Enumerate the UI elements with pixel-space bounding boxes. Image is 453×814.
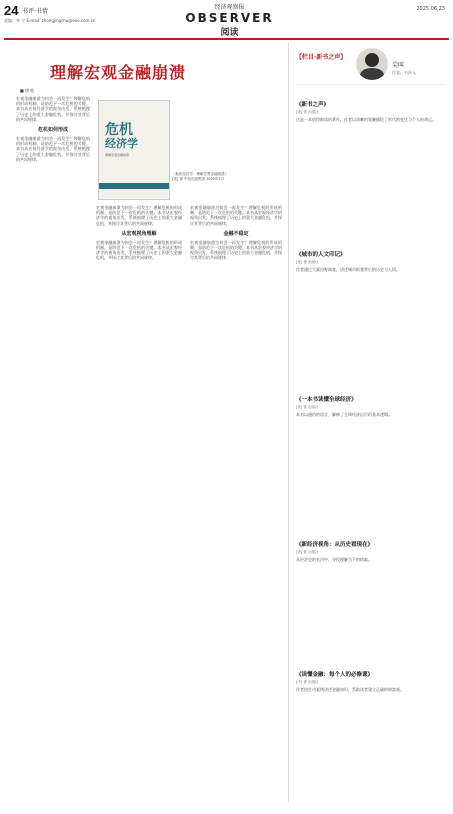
right-item-text: 作者用生动案例讲述金融知识，帮助读者建立正确的财富观。 [296, 687, 404, 692]
article-paragraph: 宏观金融崩溃为何会一再发生？理解危机的形成机制，是防范下一次危机的关键。本书从宏观经济学的视角出发，系统梳理了历史上的重大金融危机，并探讨其背后的共同规律。 [190, 205, 282, 226]
article-byline: ■ 徐 乾 [20, 88, 35, 93]
column-tag: 【栏目·新书之声】 [296, 54, 347, 61]
article-column-2 [96, 205, 182, 795]
columnist-box [296, 48, 446, 85]
right-item-2 [296, 250, 446, 272]
article-subhead: 危机如何形成 [37, 127, 68, 134]
page-number: 24 [4, 3, 19, 18]
column-divider [288, 42, 289, 802]
article-column-3 [190, 205, 282, 795]
right-item-meta: [美] 著 出版社 [296, 260, 319, 264]
right-item-meta: [美] 著 出版社 [296, 550, 319, 554]
right-item-meta: [美] 著 出版社 [296, 110, 319, 114]
article-paragraph: 宏观金融崩溃为何会一再发生？理解危机的形成机制，是防范下一次危机的关键。本书从宏观经济学的视角出发，系统梳理了历史上的重大金融危机，并探讨其背后的共同规律。 [96, 205, 182, 226]
article-column-1 [16, 96, 90, 796]
right-item-text: 本书以通俗的语言，解释了全球经济运行的基本逻辑。 [296, 412, 392, 417]
header-rule [4, 38, 449, 40]
right-item-title: 《新书之声》 [296, 102, 330, 108]
masthead [172, 2, 287, 38]
masthead-cn: 经济观察报 [214, 4, 245, 11]
columnist-avatar [356, 48, 388, 80]
issue-date: 2025.06.23 [416, 6, 445, 12]
columnist-about: 作家、书评人 [392, 70, 416, 75]
right-item-4 [296, 540, 446, 562]
book-cover-note: 理解宏观金融崩溃 [105, 153, 130, 157]
page-header [0, 0, 453, 40]
section-name: 书评·书情 [22, 8, 48, 15]
masthead-sub: 阅读 [220, 28, 239, 38]
right-item-title: 《一本书读懂全球经济》 [296, 397, 357, 403]
right-item-title: 《城市的人文印记》 [296, 252, 346, 258]
right-item-title: 《新经济视角：从历史看现在》 [296, 542, 374, 548]
article-paragraph: 宏观金融崩溃为何会一再发生？理解危机的形成机制，是防范下一次危机的关键。本书从宏观经济学的视角出发，系统梳理了历史上的重大金融危机，并探讨其背后的共同规律。 [190, 239, 282, 261]
right-item-5 [296, 670, 446, 692]
right-item-meta: [中] 著 出版社 [296, 680, 319, 684]
right-item-3 [296, 395, 446, 417]
right-item-text: 从经济史的长河中，寻找理解当下的线索。 [296, 557, 372, 562]
book-cover [98, 100, 170, 200]
right-item-text: 作者通过大量田野调查，讲述城市街巷背后的历史与人情。 [296, 267, 400, 272]
article-subhead: 从宏观视角理解 [121, 230, 157, 237]
book-cover-band [99, 183, 169, 189]
book-title-line2: 经济学 [105, 137, 138, 150]
article-subhead: 金融不稳定 [223, 230, 249, 237]
article-paragraph: 宏观金融崩溃为何会一再发生？理解危机的形成机制，是防范下一次危机的关键。本书从宏观经济学的视角出发，系统梳理了历史上的重大金融危机，并探讨其背后的共同规律。 [16, 136, 90, 162]
right-item-1 [296, 100, 446, 122]
article-paragraph: 宏观金融崩溃为何会一再发生？理解危机的形成机制，是防范下一次危机的关键。本书从宏观经济学的视角出发，系统梳理了历史上的重大金融危机，并探讨其背后的共同规律。 [16, 96, 90, 122]
masthead-en: OBSERVER [185, 11, 274, 25]
right-item-meta: [英] 著 出版社 [296, 405, 319, 409]
columnist-name: 尖叫 [392, 62, 405, 69]
article-headline: 理解宏观金融崩溃 [50, 63, 187, 82]
right-item-title: 《读懂金融：每个人的必修课》 [296, 672, 374, 678]
editor-line: 责编：李 宁 E-mail: zhongjingshu@eeo.com.cn [4, 18, 96, 23]
book-title-line1: 危机 [105, 122, 133, 138]
article-paragraph: 宏观金融崩溃为何会一再发生？理解危机的形成机制，是防范下一次危机的关键。本书从宏观经济学的视角出发，系统梳理了历史上的重大金融危机，并探讨其背后的共同规律。 [96, 239, 182, 261]
right-item-text: 这是一本值得细读的著作，作者以清晰的笔触描绘了时代的变迁与个人的命运。 [296, 117, 436, 122]
book-caption: 《危机经济学：理解宏观金融崩溃》 [美] 著 中信出版集团 2025年7月 [172, 172, 228, 181]
